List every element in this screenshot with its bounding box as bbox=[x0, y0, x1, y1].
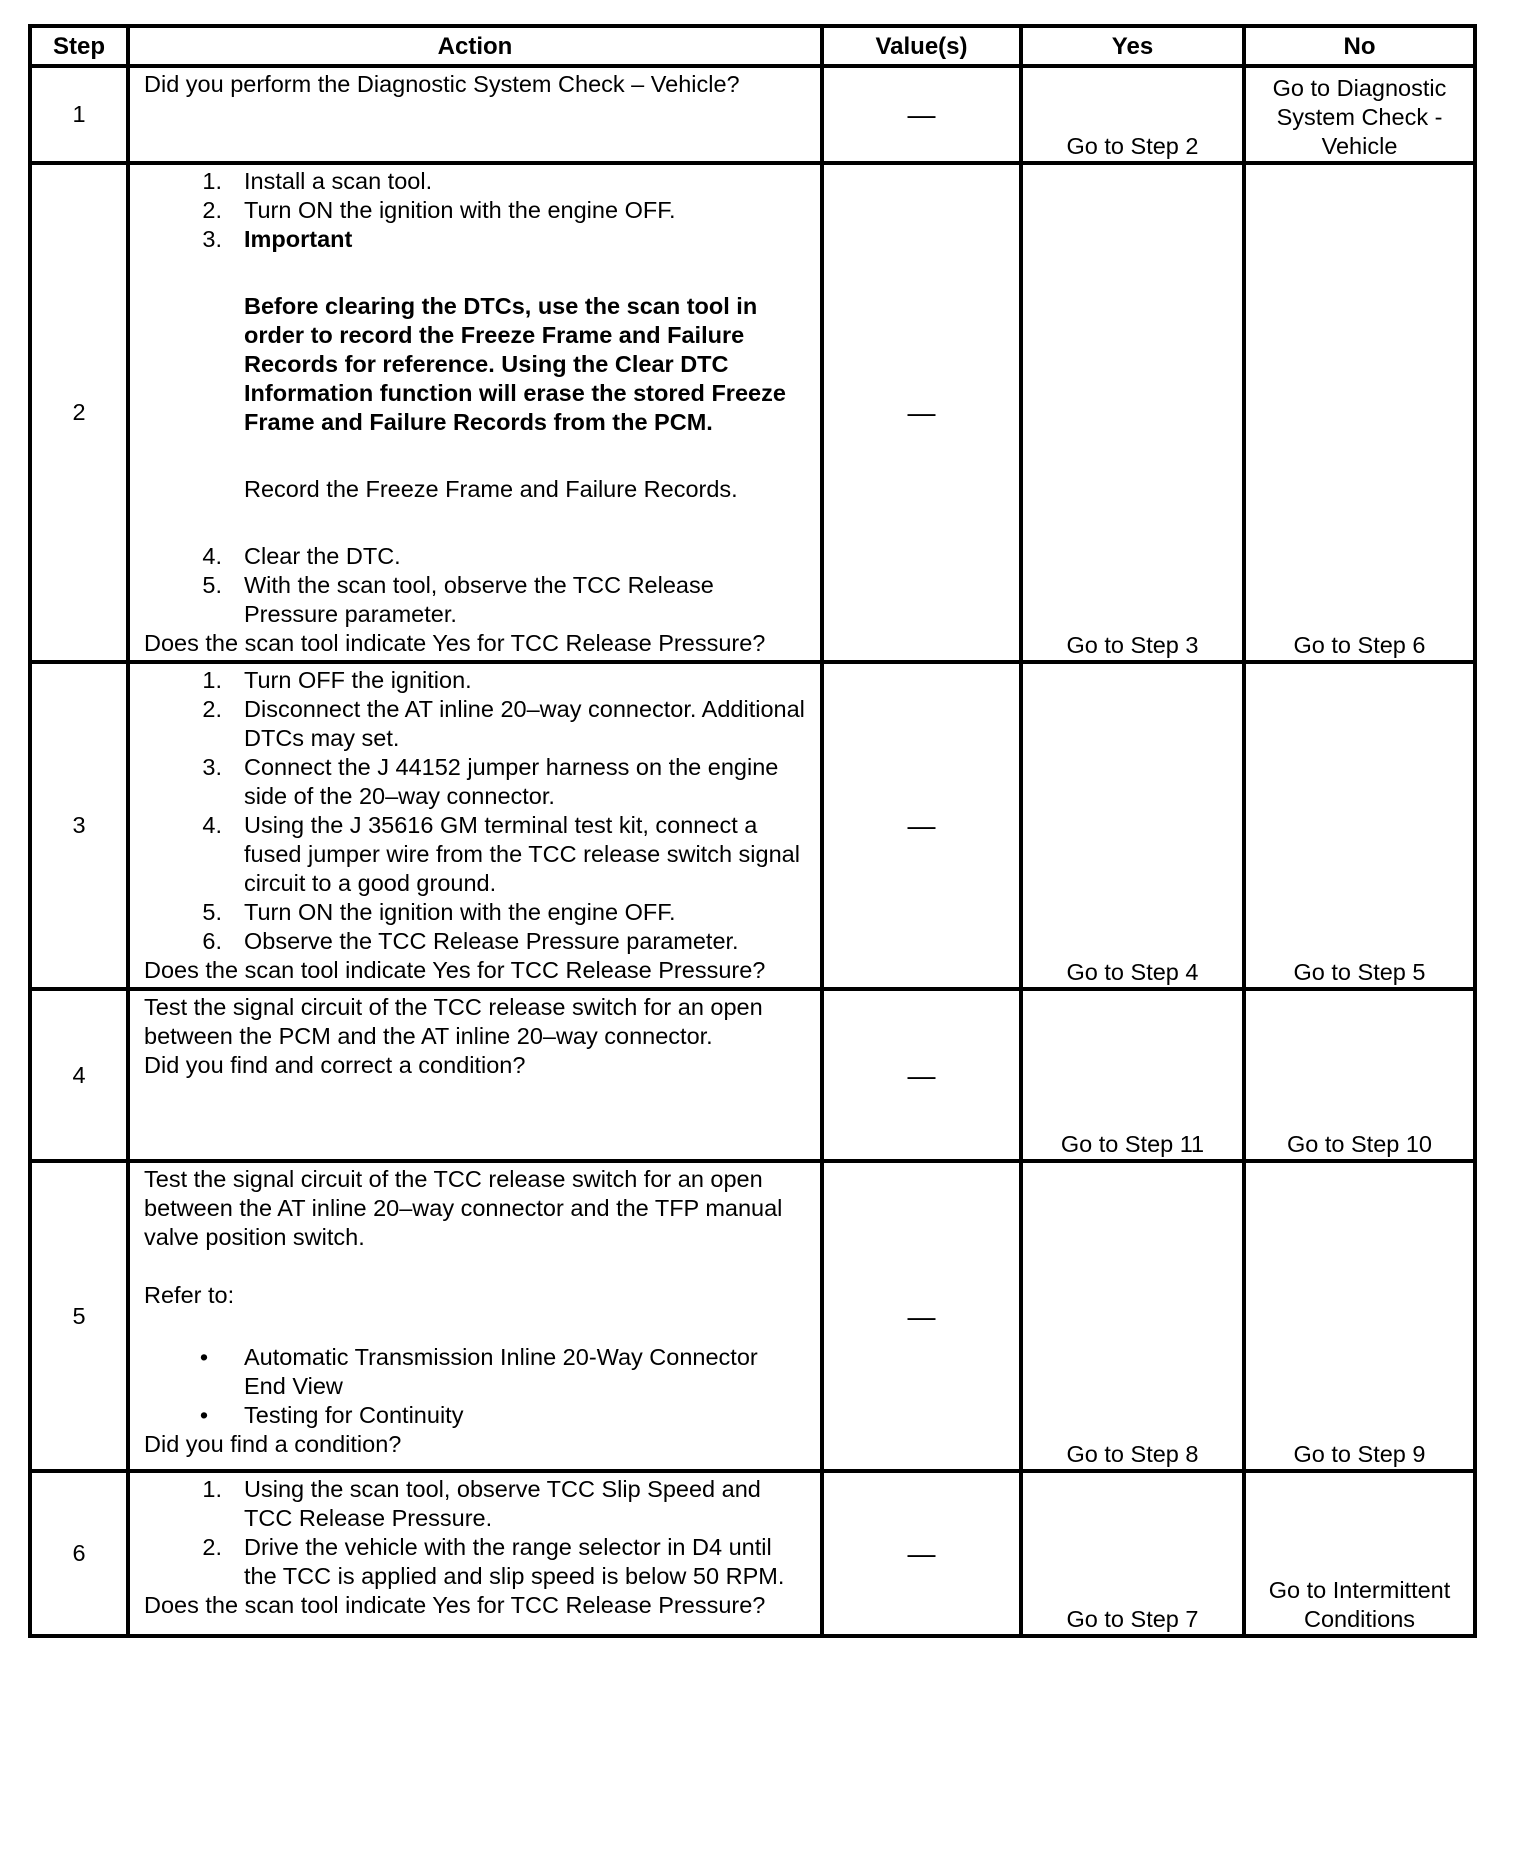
list-item bbox=[144, 1533, 806, 1591]
item-text: Turn ON the ignition with the engine OFF. bbox=[244, 197, 676, 223]
reference-list bbox=[144, 1343, 806, 1430]
list-item bbox=[144, 542, 806, 571]
item-number: 1. bbox=[202, 168, 222, 194]
header-action: Action bbox=[128, 26, 822, 66]
table-row bbox=[30, 163, 1475, 662]
reference-link[interactable]: Testing for Continuity bbox=[244, 1402, 464, 1428]
item-text: With the scan tool, observe the TCC Release Pressure parameter. bbox=[244, 572, 714, 627]
yes-cell bbox=[1021, 989, 1244, 1161]
no-cell bbox=[1244, 1161, 1475, 1471]
header-step: Step bbox=[30, 26, 128, 66]
list-item bbox=[144, 753, 806, 811]
list-item bbox=[144, 666, 806, 695]
header-values: Value(s) bbox=[822, 26, 1021, 66]
no-link[interactable] bbox=[1253, 74, 1466, 161]
instruction-list bbox=[144, 1475, 806, 1591]
action-question: Does the scan tool indicate Yes for TCC Release Pressure? bbox=[144, 630, 766, 656]
yes-link[interactable]: Go to Step 8 bbox=[1066, 1441, 1199, 1467]
no-link[interactable]: Go to Step 10 bbox=[1286, 1131, 1433, 1157]
value-cell: — bbox=[822, 66, 1021, 163]
no-link-line: Go to Intermittent bbox=[1268, 1577, 1451, 1603]
step-number: 6 bbox=[30, 1471, 128, 1636]
value-cell: — bbox=[822, 163, 1021, 662]
bullet: • bbox=[199, 1344, 209, 1370]
reference-link[interactable]: Automatic Transmission Inline 20-Way Connector End View bbox=[244, 1344, 758, 1399]
list-item bbox=[144, 1401, 806, 1430]
list-item bbox=[144, 811, 806, 898]
item-number: 3. bbox=[202, 754, 222, 780]
item-text: Clear the DTC. bbox=[244, 543, 401, 569]
item-text: Drive the vehicle with the range selector in D4 until the TCC is applied and slip speed is below 50 RPM. bbox=[244, 1534, 785, 1589]
no-link[interactable] bbox=[1253, 1576, 1466, 1634]
list-item bbox=[144, 167, 806, 196]
no-link-line: Vehicle bbox=[1321, 133, 1398, 159]
list-item bbox=[144, 225, 806, 254]
item-number: 5. bbox=[202, 572, 222, 598]
action-cell bbox=[128, 662, 822, 989]
item-text: Connect the J 44152 jumper harness on the engine side of the 20–way connector. bbox=[244, 754, 779, 809]
action-cell bbox=[128, 989, 822, 1161]
table-row bbox=[30, 989, 1475, 1161]
item-text: Turn OFF the ignition. bbox=[244, 667, 472, 693]
action-cell bbox=[128, 1161, 822, 1471]
item-number: 2. bbox=[202, 197, 222, 223]
refer-label: Refer to: bbox=[144, 1282, 235, 1308]
no-link-line: System Check - bbox=[1276, 104, 1443, 130]
item-text: Turn ON the ignition with the engine OFF. bbox=[244, 899, 676, 925]
no-link[interactable]: Go to Step 5 bbox=[1293, 959, 1426, 985]
header-row bbox=[30, 26, 1475, 66]
item-text: Install a scan tool. bbox=[244, 168, 433, 194]
action-text: Test the signal circuit of the TCC release switch for an open between the PCM and the AT inline 20–way connector. bbox=[144, 994, 763, 1049]
important-note: Before clearing the DTCs, use the scan tool in order to record the Freeze Frame and Failure Records for reference. Using the Clear DTC Information function will erase the stored Freeze Frame and Failure Records from the PCM. bbox=[244, 293, 786, 435]
yes-link[interactable]: Go to Step 3 bbox=[1066, 632, 1199, 658]
item-text: Observe the TCC Release Pressure parameter. bbox=[244, 928, 739, 954]
action-question: Does the scan tool indicate Yes for TCC Release Pressure? bbox=[144, 1592, 766, 1618]
action-question: Does the scan tool indicate Yes for TCC Release Pressure? bbox=[144, 957, 766, 983]
important-label: Important bbox=[244, 226, 353, 252]
no-cell bbox=[1244, 1471, 1475, 1636]
yes-link[interactable]: Go to Step 2 bbox=[1066, 133, 1199, 159]
value-cell: — bbox=[822, 989, 1021, 1161]
header-no: No bbox=[1244, 26, 1475, 66]
item-number: 3. bbox=[202, 226, 222, 252]
diagnostic-table bbox=[28, 24, 1477, 1638]
step-number: 1 bbox=[30, 66, 128, 163]
item-number: 1. bbox=[202, 1476, 222, 1502]
no-cell bbox=[1244, 163, 1475, 662]
instruction-list bbox=[144, 666, 806, 956]
yes-link[interactable]: Go to Step 4 bbox=[1066, 959, 1199, 985]
list-item bbox=[144, 1475, 806, 1533]
table-row bbox=[30, 1471, 1475, 1636]
table-row bbox=[30, 66, 1475, 163]
list-item bbox=[144, 571, 806, 629]
action-cell bbox=[128, 163, 822, 662]
table-row bbox=[30, 662, 1475, 989]
no-link[interactable]: Go to Step 6 bbox=[1293, 632, 1426, 658]
no-cell bbox=[1244, 66, 1475, 163]
yes-link[interactable]: Go to Step 7 bbox=[1066, 1606, 1199, 1632]
item-number: 4. bbox=[202, 812, 222, 838]
item-number: 2. bbox=[202, 696, 222, 722]
table-row bbox=[30, 1161, 1475, 1471]
item-number: 2. bbox=[202, 1534, 222, 1560]
bullet: • bbox=[199, 1402, 209, 1428]
action-cell bbox=[128, 66, 822, 163]
item-text: Using the scan tool, observe TCC Slip Speed and TCC Release Pressure. bbox=[244, 1476, 761, 1531]
action-question: Did you find and correct a condition? bbox=[144, 1052, 526, 1078]
item-number: 5. bbox=[202, 899, 222, 925]
step-number: 5 bbox=[30, 1161, 128, 1471]
yes-cell bbox=[1021, 1471, 1244, 1636]
list-item bbox=[144, 695, 806, 753]
action-cell bbox=[128, 1471, 822, 1636]
list-item bbox=[144, 927, 806, 956]
step-number: 3 bbox=[30, 662, 128, 989]
instruction-list bbox=[144, 542, 806, 629]
action-question: Did you perform the Diagnostic System Check – Vehicle? bbox=[144, 71, 740, 97]
item-text: Using the J 35616 GM terminal test kit, connect a fused jumper wire from the TCC release switch signal circuit to a good ground. bbox=[244, 812, 800, 896]
no-link[interactable]: Go to Step 9 bbox=[1293, 1441, 1426, 1467]
item-number: 6. bbox=[202, 928, 222, 954]
yes-link[interactable]: Go to Step 11 bbox=[1060, 1131, 1205, 1157]
yes-cell bbox=[1021, 662, 1244, 989]
value-cell: — bbox=[822, 1161, 1021, 1471]
value-cell: — bbox=[822, 662, 1021, 989]
header-yes: Yes bbox=[1021, 26, 1244, 66]
item-text: Disconnect the AT inline 20–way connector. Additional DTCs may set. bbox=[244, 696, 805, 751]
step-number: 2 bbox=[30, 163, 128, 662]
instruction-list bbox=[144, 167, 806, 254]
record-note: Record the Freeze Frame and Failure Records. bbox=[244, 476, 738, 502]
list-item bbox=[144, 1343, 806, 1401]
action-question: Did you find a condition? bbox=[144, 1431, 402, 1457]
list-item bbox=[144, 196, 806, 225]
no-cell bbox=[1244, 662, 1475, 989]
yes-cell bbox=[1021, 66, 1244, 163]
action-text: Test the signal circuit of the TCC release switch for an open between the AT inline 20–way connector and the TFP manual valve position switch. bbox=[144, 1166, 783, 1250]
no-cell bbox=[1244, 989, 1475, 1161]
list-item bbox=[144, 898, 806, 927]
yes-cell bbox=[1021, 163, 1244, 662]
yes-cell bbox=[1021, 1161, 1244, 1471]
item-number: 1. bbox=[202, 667, 222, 693]
no-link-line: Go to Diagnostic bbox=[1272, 75, 1447, 101]
value-cell: — bbox=[822, 1471, 1021, 1636]
no-link-line: Conditions bbox=[1303, 1606, 1416, 1632]
step-number: 4 bbox=[30, 989, 128, 1161]
item-number: 4. bbox=[202, 543, 222, 569]
